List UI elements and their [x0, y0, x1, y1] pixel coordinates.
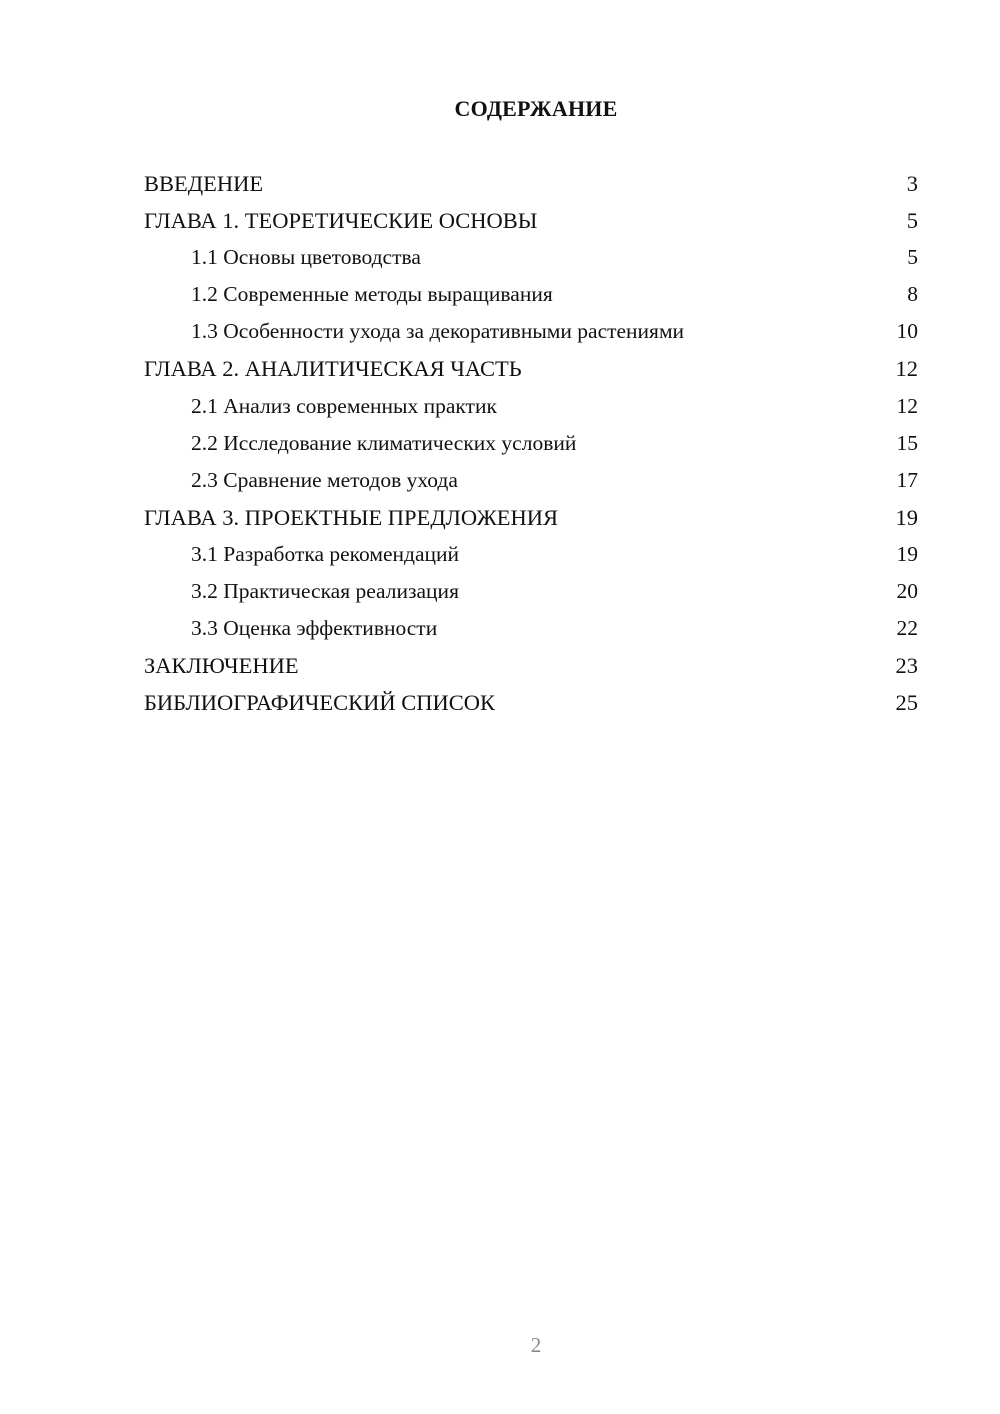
toc-entry-chapter-2[interactable] — [144, 350, 918, 387]
toc-entry-label: 1.2 Современные методы выращивания — [191, 282, 553, 307]
toc-entry-chapter-1[interactable] — [144, 202, 918, 239]
toc-entry-page: 23 — [895, 653, 918, 679]
toc-entry-chapter-3[interactable] — [144, 499, 918, 536]
toc-entry-label: 2.2 Исследование климатических условий — [191, 430, 577, 455]
toc-entry-label: 2.3 Сравнение методов ухода — [191, 467, 458, 492]
toc-entry-label: БИБЛИОГРАФИЧЕСКИЙ СПИСОК — [144, 690, 496, 716]
toc-entry-label: 1.3 Особенности ухода за декоративными растениями — [191, 319, 685, 344]
toc-entry-page: 12 — [895, 356, 918, 382]
table-of-contents — [144, 165, 918, 721]
toc-entry-page: 25 — [895, 690, 918, 716]
toc-entry-label: 3.3 Оценка эффективности — [191, 616, 438, 641]
toc-entry-section-2-3[interactable] — [144, 462, 918, 499]
toc-entry-label: 1.1 Основы цветоводства — [191, 245, 421, 270]
page-title: СОДЕРЖАНИЕ — [454, 96, 618, 121]
toc-entry-label: 3.1 Разработка рекомендаций — [191, 541, 460, 566]
toc-entry-page: 8 — [907, 282, 918, 307]
toc-entry-section-3-2[interactable] — [144, 573, 918, 610]
toc-entry-conclusion[interactable] — [144, 647, 918, 684]
toc-entry-section-3-1[interactable] — [144, 536, 918, 573]
toc-entry-label: ВВЕДЕНИЕ — [144, 171, 264, 196]
toc-entry-label: 3.2 Практическая реализация — [191, 579, 459, 604]
toc-entry-page: 19 — [896, 541, 918, 566]
toc-entry-page: 5 — [906, 208, 918, 234]
toc-entry-label: 2.1 Анализ современных практик — [191, 393, 497, 418]
toc-entry-page: 17 — [896, 467, 918, 492]
toc-entry-page: 20 — [896, 579, 918, 604]
toc-entry-page: 12 — [896, 393, 918, 418]
page-number: 2 — [530, 1333, 542, 1357]
toc-entry-page: 3 — [906, 171, 918, 196]
toc-entry-page: 22 — [896, 616, 918, 641]
toc-entry-page: 15 — [896, 430, 918, 455]
toc-entry-introduction[interactable] — [144, 165, 918, 202]
toc-entry-section-2-2[interactable] — [144, 425, 918, 462]
toc-entry-label: ЗАКЛЮЧЕНИЕ — [144, 653, 299, 679]
toc-entry-label: ГЛАВА 3. ПРОЕКТНЫЕ ПРЕДЛОЖЕНИЯ — [144, 504, 559, 530]
toc-entry-section-3-3[interactable] — [144, 610, 918, 647]
toc-entry-page: 19 — [895, 504, 918, 530]
toc-entry-page: 10 — [896, 319, 918, 344]
toc-entry-label: ГЛАВА 2. АНАЛИТИЧЕСКАЯ ЧАСТЬ — [144, 356, 522, 382]
toc-entry-bibliography[interactable] — [144, 684, 918, 721]
toc-entry-section-1-2[interactable] — [144, 276, 918, 313]
toc-entry-section-2-1[interactable] — [144, 388, 918, 425]
toc-entry-page: 5 — [907, 245, 918, 270]
toc-entry-label: ГЛАВА 1. ТЕОРЕТИЧЕСКИЕ ОСНОВЫ — [144, 208, 538, 234]
toc-entry-section-1-3[interactable] — [144, 313, 918, 350]
toc-entry-section-1-1[interactable] — [144, 239, 918, 276]
